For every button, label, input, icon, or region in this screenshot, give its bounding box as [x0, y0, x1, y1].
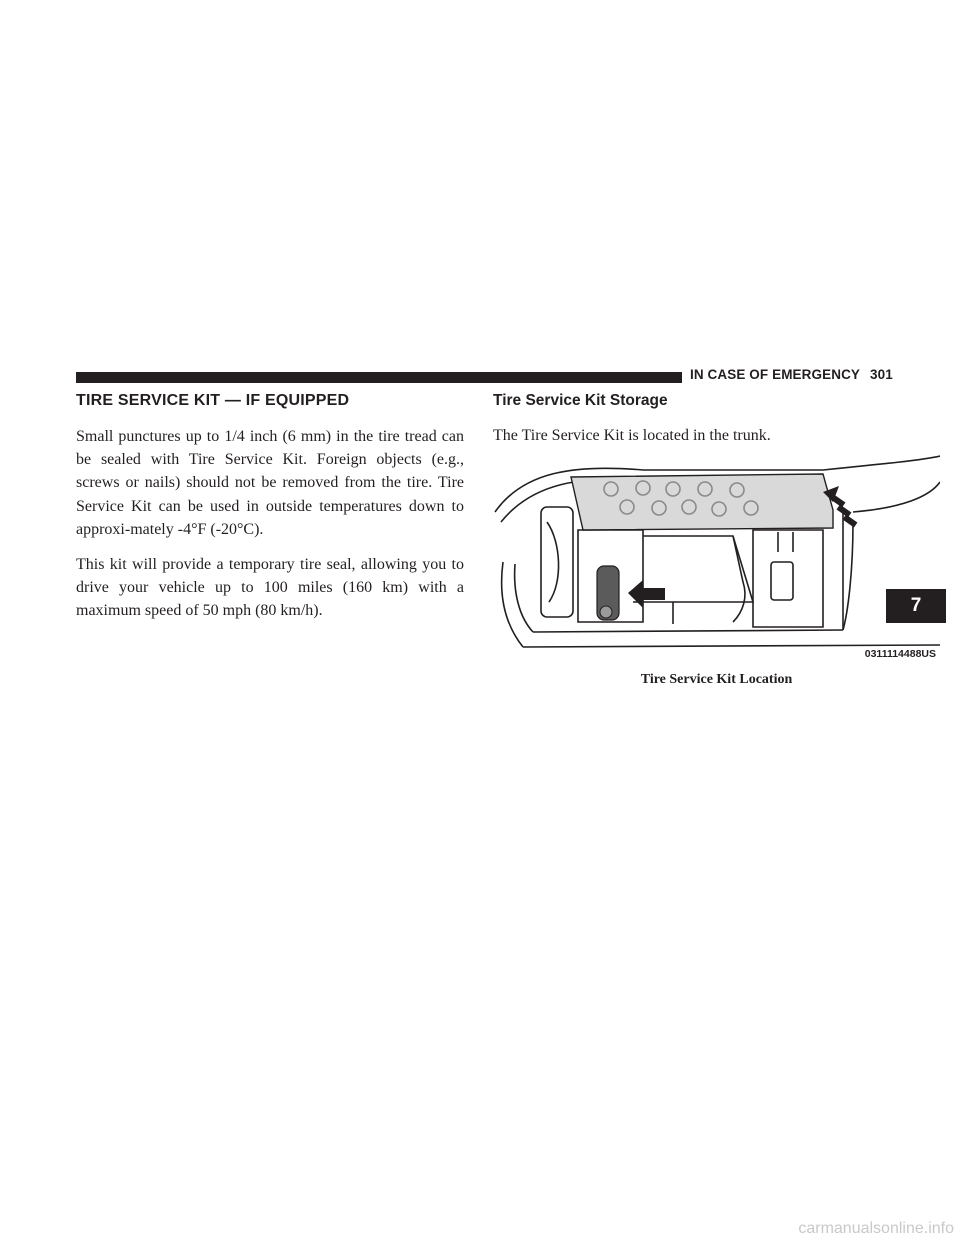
chapter-tab: 7	[886, 589, 946, 623]
right-column	[493, 392, 940, 447]
section-heading: TIRE SERVICE KIT — IF EQUIPPED	[76, 392, 350, 409]
subsection-heading: Tire Service Kit Storage	[493, 392, 668, 409]
storage-intro: The Tire Service Kit is located in the trunk.	[493, 427, 771, 444]
running-header	[690, 367, 893, 382]
paragraph-punctures: Small punctures up to 1/4 inch (6 mm) in the tire tread can be sealed with Tire Service Kit. Foreign objects (e.g., screws or nails) should not be removed from the tire. Tire Service Kit can be used in outside temperatures down to approxi-mately -4°F (-20°C).	[76, 428, 464, 538]
left-column	[76, 392, 464, 635]
paragraph-temporary-seal: This kit will provide a temporary tire seal, allowing you to drive your vehicle up to 100 miles (160 km) with a maximum speed of 50 mph (80 km/h).	[76, 555, 464, 620]
header-section-title: IN CASE OF EMERGENCY	[690, 367, 861, 382]
watermark: carmanualsonline.info	[798, 1220, 954, 1237]
page-number: 301	[870, 367, 893, 382]
figure-caption: Tire Service Kit Location	[640, 672, 793, 687]
header-rule	[76, 372, 682, 383]
trunk-drawing	[493, 452, 940, 662]
figure-code: 0311114488US	[864, 648, 936, 660]
trunk-illustration	[493, 452, 940, 662]
arrow-kit-indicator	[628, 580, 665, 608]
